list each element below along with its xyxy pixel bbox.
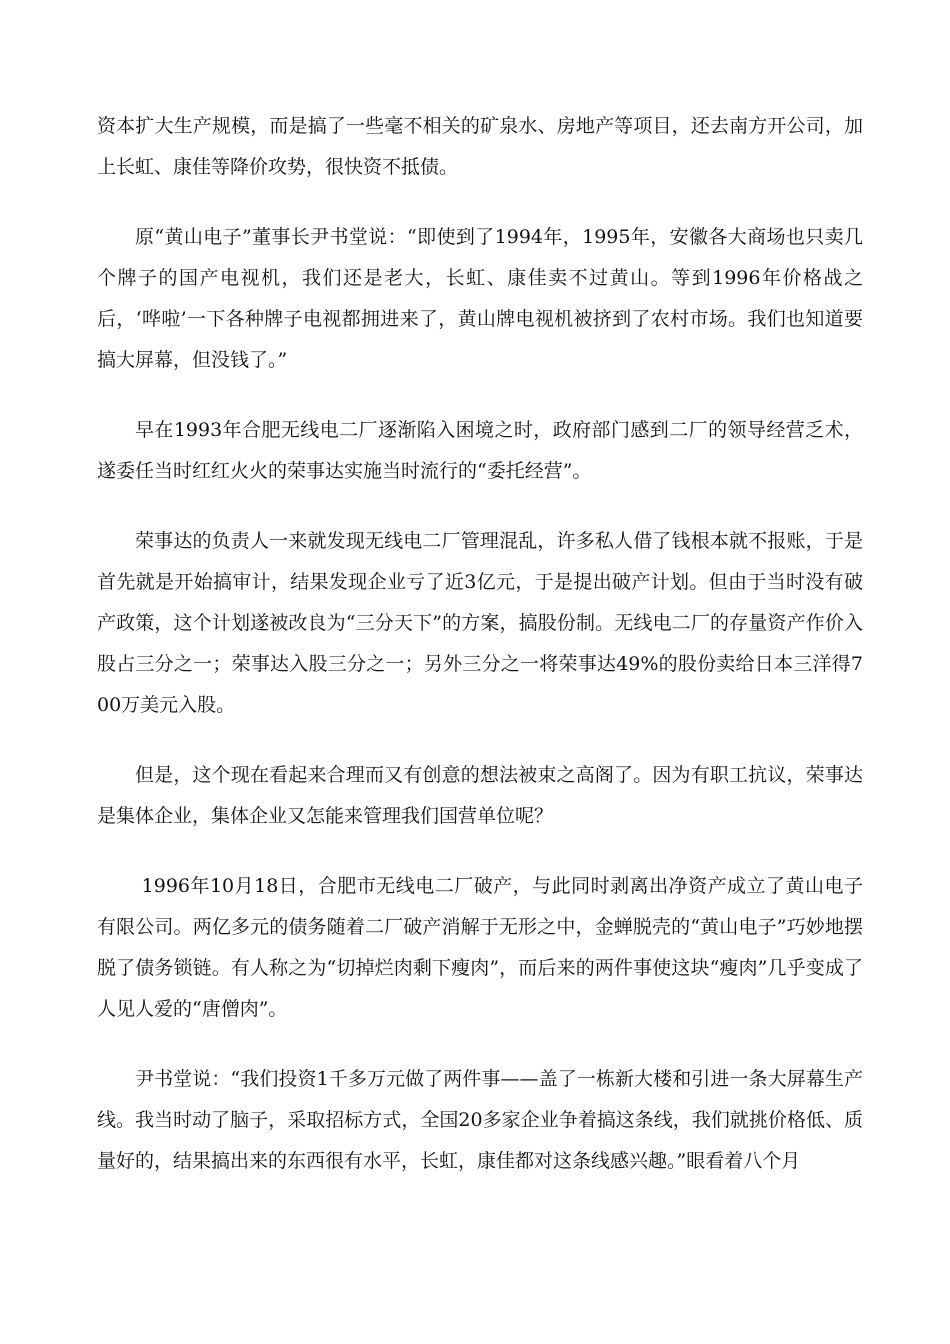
paragraph-yin-shutang-quote: 原“黄山电子”董事长尹书堂说：“即使到了1994年，1995年，安徽各大商场也只卖几个牌子的国产电视机，我们还是老大，长虹、康佳卖不过黄山。等到1996年价格战之后，‘哗啦’一下各种牌子电视都拥进来了，黄山牌电视机被挤到了农村市场。我们也知道要搞大屏幕，但没钱了。”: [97, 226, 863, 371]
paragraph-rongshida-audit: 荣事达的负责人一来就发现无线电二厂管理混乱，许多私人借了钱根本就不报账，于是首先就是开始搞审计，结果发现企业亏了近3亿元，于是提出破产计划。但由于当时没有破产政策，这个计划遂被改良为“三分天下”的方案，搞股份制。无线电二厂的存量资产作价入股占三分之一；荣事达入股三分之一；另外三分之一将荣事达49%的股份卖给日本三洋得700万美元入股。: [97, 530, 863, 716]
paragraph-investment-quote: 尹书堂说：“我们投资1千多万元做了两件事——盖了一栋新大楼和引进一条大屏幕生产线。我当时动了脑子，采取招标方式，全国20多家企业争着搞这条线，我们就挑价格低、质量好的，结果搞出来的东西很有水平，长虹，康佳都对这条线感兴趣。”眼看着八个月: [97, 1068, 863, 1172]
paragraph-plan-shelved: 但是，这个现在看起来合理而又有创意的想法被束之高阁了。因为有职工抗议，荣事达是集体企业，集体企业又怎能来管理我们国营单位呢？: [97, 764, 863, 827]
paragraph-1996-bankruptcy: 1996年10月18日，合肥市无线电二厂破产，与此同时剥离出净资产成立了黄山电子有限公司。两亿多元的债务随着二厂破产消解于无形之中，金蝉脱壳的“黄山电子”巧妙地摆脱了债务锁链。有人称之为“切掉烂肉剩下瘦肉”，而后来的两件事使这块“瘦肉”几乎变成了人见人爱的“唐僧肉”。: [97, 875, 863, 1020]
paragraph-1993-trusteeship: 早在1993年合肥无线电二厂逐渐陷入困境之时，政府部门感到二厂的领导经营乏术，遂委任当时红红火火的荣事达实施当时流行的“委托经营”。: [97, 419, 863, 482]
document-body: [97, 106, 863, 1211]
paragraph-continued: 资本扩大生产规模，而是搞了一些毫不相关的矿泉水、房地产等项目，还去南方开公司，加上长虹、康佳等降价攻势，很快资不抵债。: [97, 115, 863, 178]
